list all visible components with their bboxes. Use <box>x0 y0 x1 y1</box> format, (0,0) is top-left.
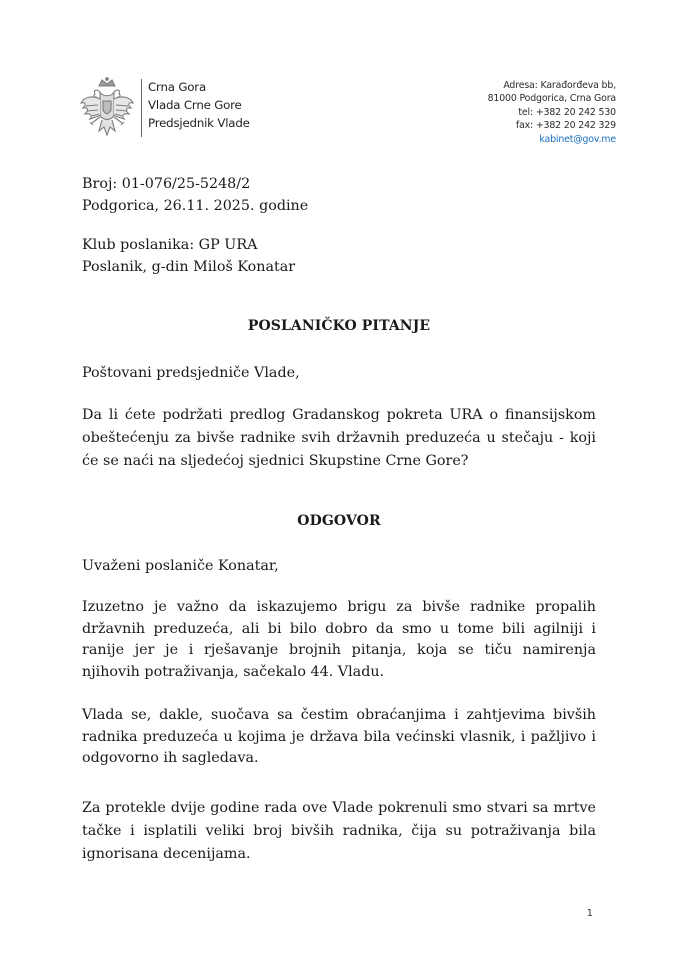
recipient-club: Klub poslanika: GP URA <box>82 237 258 253</box>
email-link[interactable]: kabinet@gov.me <box>539 133 616 145</box>
answer-paragraph: Za protekle dvije godine rada ove Vlade pokrenuli smo stvari sa mrtve tačke i isplatili veliki broj bivših radnika, čija su potraživanja bila ignorisana decenijama. <box>82 800 596 862</box>
phone: tel: +382 20 242 530 <box>518 106 616 118</box>
montenegro-coat-of-arms-icon <box>78 77 136 143</box>
org-government: Vlada Crne Gore <box>148 98 242 112</box>
answer-title: ODGOVOR <box>297 513 381 529</box>
header-divider <box>141 79 142 137</box>
question-salutation: Poštovani predsjedniče Vlade, <box>82 365 300 381</box>
address-line-1: Adresa: Karađorđeva bb, <box>503 80 616 91</box>
question-title: POSLANIČKO PITANJE <box>247 318 431 334</box>
letterhead <box>78 75 620 147</box>
answer-paragraph: Vlada se, dakle, suočava sa čestim obraćanjima i zahtjevima bivših radnika preduzeća u kojima je država bila većinski vlasnik, i pažljivo i odgovorno ih sagledava. <box>82 707 596 767</box>
fax: fax: +382 20 242 329 <box>515 120 616 132</box>
page-number: 1 <box>586 908 593 919</box>
answer-salutation: Uvaženi poslaniče Konatar, <box>82 558 279 574</box>
reference-number: Broj: 01-076/25-5248/2 <box>82 176 251 192</box>
address-line-2: 81000 Podgorica, Crna Gora <box>487 93 616 105</box>
organization-name <box>148 78 250 132</box>
question-text: Da li ćete podržati predlog Gradanskog pokreta URA o finansijskom obeštećenju za bivše radnike svih državnih preduzeća u stečaju - koji će se naći na sljedećoj sjednici Skupstine Crne Gore? <box>82 407 596 469</box>
org-country: Crna Gora <box>148 80 206 94</box>
reference-block <box>82 174 596 217</box>
org-office: Predsjednik Vlade <box>148 116 250 130</box>
recipient-block <box>82 235 596 278</box>
contact-info <box>488 79 616 146</box>
place-date: Podgorica, 26.11. 2025. godine <box>82 197 309 214</box>
answer-paragraph: Izuzetno je važno da iskazujemo brigu za bivše radnike propalih državnih preduzeća, ali bi bilo dobro da smo u tome bili agilniji i ranije jer je i rješavanje brojnih pitanja, koja se tiču namirenja njihovih potraživanja, sačekalo 44. Vladu. <box>82 599 596 680</box>
recipient-name: Poslanik, g-din Miloš Konatar <box>82 258 296 275</box>
